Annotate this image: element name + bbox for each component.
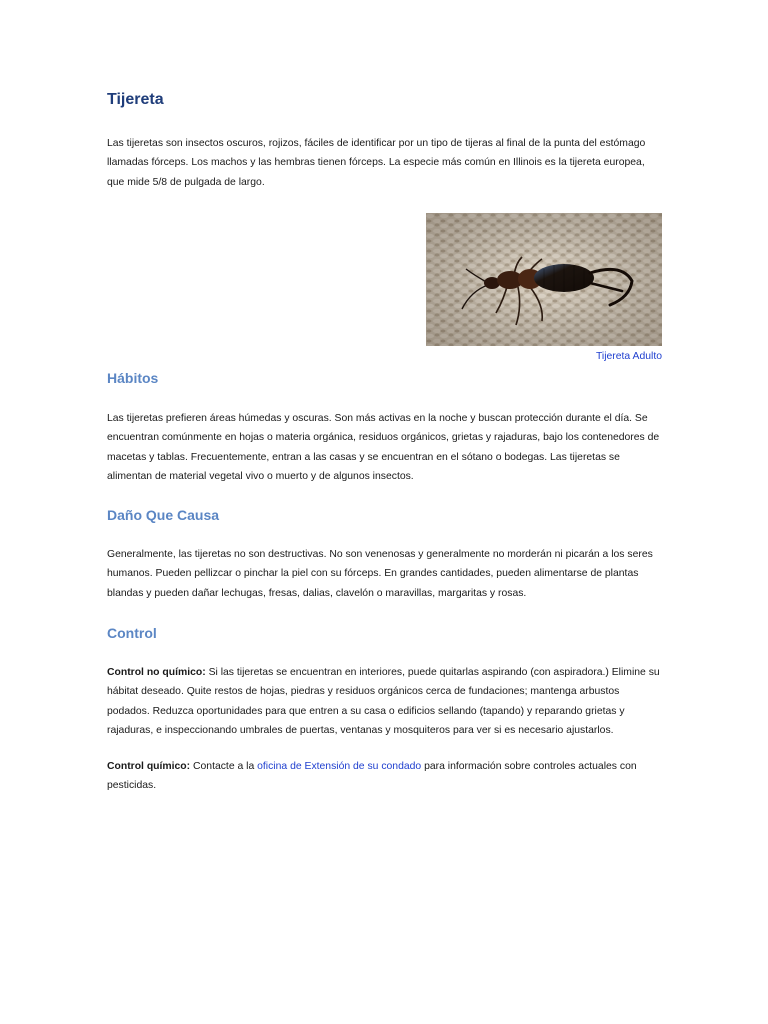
habitos-heading: Hábitos xyxy=(107,370,159,386)
control-no-quimico-text: Si las tijeretas se encuentran en interiores, puede quitarlas aspirando (con aspiradora.) Elimine su hábitat deseado. Quite restos de hojas, piedras y residuos orgánicos cerca de fundaciones; mantenga arbustos podados. Reduzca oportunidades para que entren a su casa o edificios sellando (tapando) y reparando grietas y rajaduras, e inspeccionando umbrales de puertas, ventanas y mosquiteros para ver si es necesario ajustarlos. xyxy=(107,667,660,737)
dano-heading: Daño Que Causa xyxy=(107,507,220,523)
dano-paragraph: Generalmente, las tijeretas no son destructivas. No son venenosas y generalmente no morderán ni picarán a los seres humanos. Pueden pellizcar o pinchar la piel con su fórceps. En grandes cantidades, pueden alimentarse de plantas blandas y pueden dañar lechugas, fresas, dalias, clavelón o maravillas, margaritas y rosas. xyxy=(107,549,653,599)
photo-caption: Tijereta Adulto xyxy=(595,351,662,362)
control-no-quimico-paragraph xyxy=(107,663,663,741)
control-quimico-pre: Contacte a la xyxy=(190,761,258,772)
control-quimico-paragraph xyxy=(107,757,663,796)
control-no-quimico-label: Control no químico: xyxy=(107,667,206,678)
earwig-photo xyxy=(426,213,662,346)
extension-office-link[interactable]: oficina de Extensión de su condado xyxy=(257,761,422,772)
earwig-photo-image xyxy=(426,213,662,346)
control-quimico-post: para información sobre controles actuales con pesticidas. xyxy=(107,761,637,792)
intro-paragraph: Las tijeretas son insectos oscuros, rojizos, fáciles de identificar por un tipo de tijeras al final de la punta del estómago llamadas fórceps. Los machos y las hembras tienen fórceps. La especie más común en Illinois es la tijereta europea, que mide 5/8 de pulgada de largo. xyxy=(107,138,646,188)
control-heading: Control xyxy=(107,625,157,641)
page-title: Tijereta xyxy=(107,91,164,108)
control-quimico-label: Control químico: xyxy=(107,761,191,772)
habitos-paragraph: Las tijeretas prefieren áreas húmedas y oscuras. Son más activas en la noche y buscan protección durante el día. Se encuentran comúnmente en hojas o materia orgánica, residuos orgánicos, grietas y rajaduras, bajo los contenedores de macetas y tablas. Frecuentemente, entran a las casas y se encuentran en el sótano o bodegas. Las tijeretas se alimentan de material vegetal vivo o muerto y de algunos insectos. xyxy=(107,413,660,483)
